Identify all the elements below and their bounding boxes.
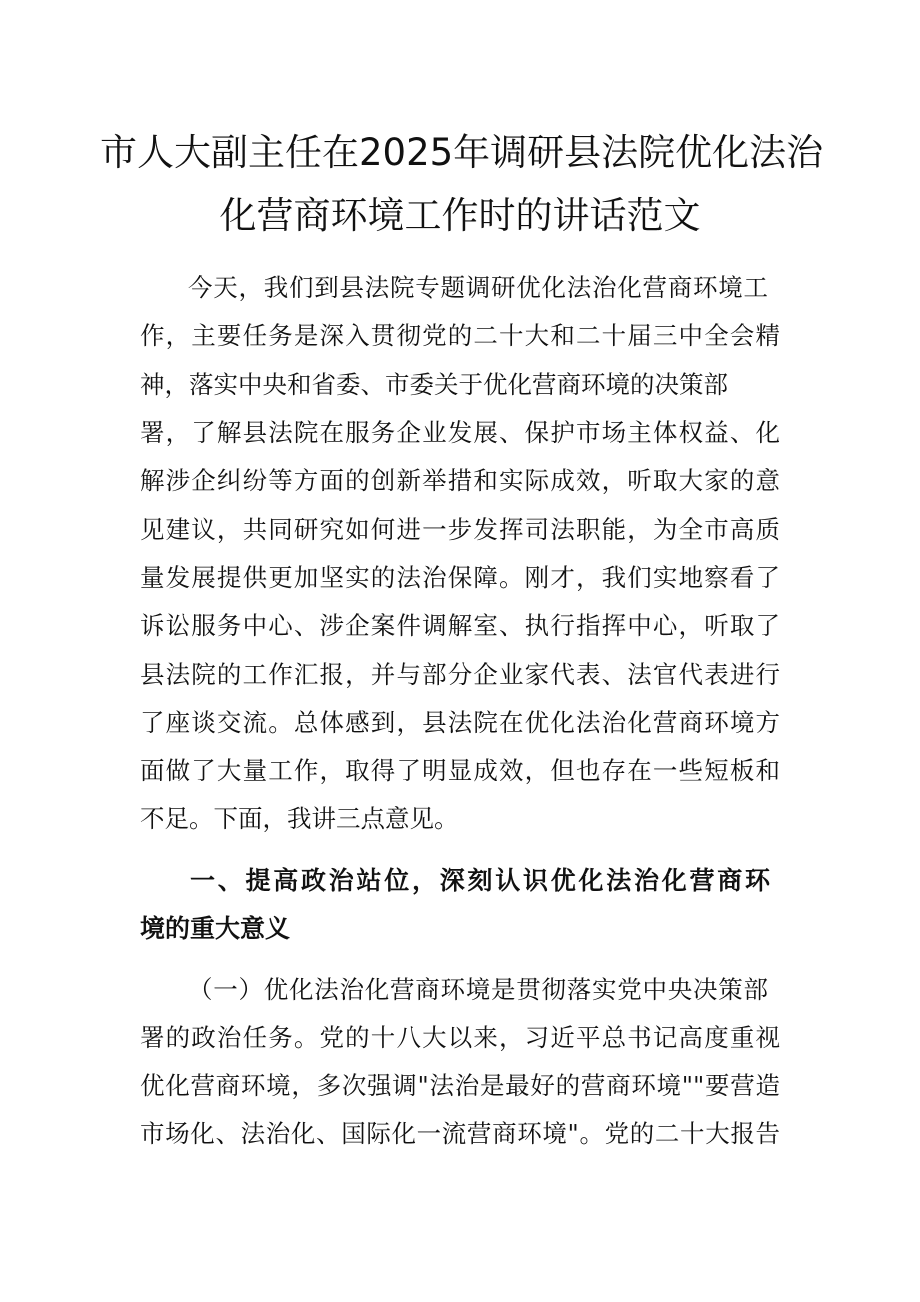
paragraph-line: 署，了解县法院在服务企业发展、保护市场主体权益、化 <box>140 418 780 447</box>
section-heading-line: 境的重大意义 <box>140 914 291 943</box>
paragraph-line: 面做了大量工作，取得了明显成效，但也存在一些短板和 <box>140 756 780 785</box>
paragraph-line: 作，主要任务是深入贯彻党的二十大和二十届三中全会精 <box>140 321 780 350</box>
paragraph-line: 不足。下面，我讲三点意见。 <box>140 804 459 833</box>
paragraph-line: （一）优化法治化营商环境是贯彻落实党中央决策部 <box>188 975 768 1004</box>
section-heading-line: 一、提高政治站位，深刻认识优化法治化营商环 <box>190 866 770 895</box>
paragraph-line: 县法院的工作汇报，并与部分企业家代表、法官代表进行 <box>140 660 780 689</box>
paragraph-line: 解涉企纠纷等方面的创新举措和实际成效，听取大家的意 <box>140 466 780 495</box>
paragraph-line: 量发展提供更加坚实的法治保障。刚才，我们实地察看了 <box>140 563 780 592</box>
paragraph-line: 神，落实中央和省委、市委关于优化营商环境的决策部 <box>140 370 728 399</box>
paragraph-line: 了座谈交流。总体感到，县法院在优化法治化营商环境方 <box>140 708 780 737</box>
paragraph-line: 今天，我们到县法院专题调研优化法治化营商环境工 <box>188 273 768 302</box>
paragraph-line: 署的政治任务。党的十八大以来，习近平总书记高度重视 <box>140 1023 780 1052</box>
document-title-line-1: 市人大副主任在2025年调研县法院优化法治 <box>100 131 824 174</box>
paragraph-line: 市场化、法治化、国际化一流营商环境"。党的二十大报告 <box>140 1119 780 1148</box>
document-title-line-2: 化营商环境工作时的讲话范文 <box>219 194 701 237</box>
paragraph-line: 优化营商环境，多次强调"法治是最好的营商环境""要营造 <box>140 1071 780 1100</box>
paragraph-line: 诉讼服务中心、涉企案件调解室、执行指挥中心，听取了 <box>140 611 780 640</box>
paragraph-line: 见建议，共同研究如何进一步发挥司法职能，为全市高质 <box>140 515 780 544</box>
